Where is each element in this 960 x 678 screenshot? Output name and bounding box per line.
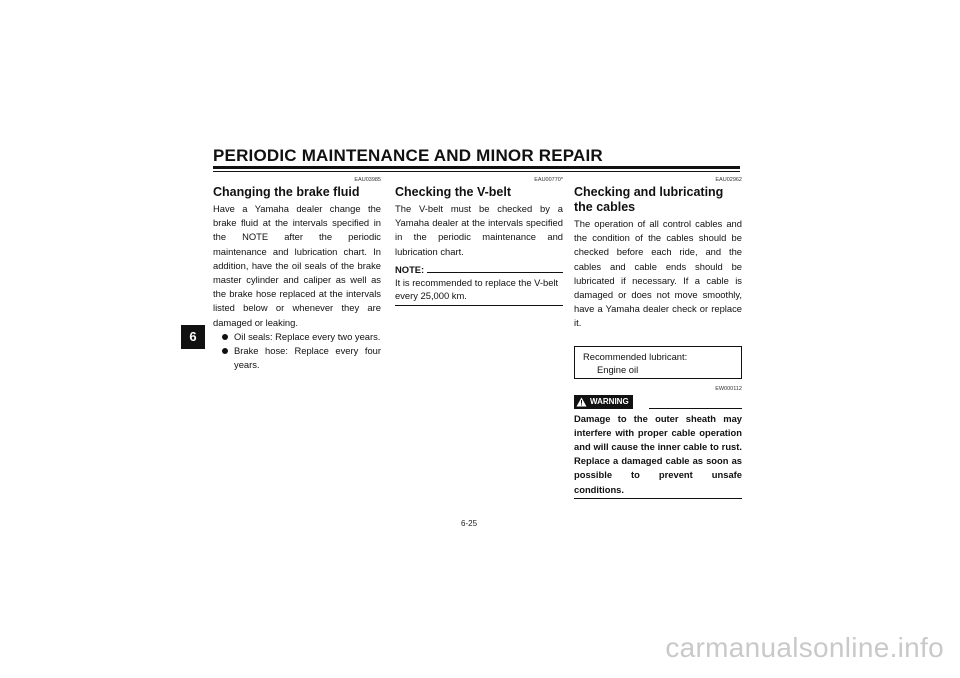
lubricant-box [574, 346, 742, 379]
bullet-dot-icon [222, 334, 228, 340]
note-end-rule [395, 305, 563, 306]
note-block [395, 264, 563, 306]
watermark: carmanualsonline.info [665, 632, 944, 663]
warning-text: Damage to the outer sheath may interfere with proper cable operation and will cause the inner cable to rust. Replace a damaged cable as soon as possible to prevent unsafe conditions. [574, 412, 742, 495]
note-rule [427, 272, 563, 273]
section-heading: Checking the V-belt [395, 185, 511, 199]
warning-badge [574, 395, 633, 409]
lubricant-label: Recommended lubricant: [583, 350, 688, 362]
warning-header [574, 395, 742, 409]
page-title: PERIODIC MAINTENANCE AND MINOR REPAIR [213, 146, 603, 165]
bullet-list [213, 330, 381, 373]
title-rule [213, 166, 740, 169]
section-code: EAU03985 [354, 177, 381, 183]
chapter-tab: 6 [181, 325, 205, 349]
warning-triangle-icon [576, 397, 587, 407]
warning-rule [649, 408, 742, 409]
section-body: Have a Yamaha dealer change the brake fluid at the intervals specified in the NOTE after the periodic maintenance and lubrication chart. In addition, have the oil seals of the brake master cylinder and caliper as well as the brake hose replaced at the intervals listed below or whenever they are damaged or leaking. [213, 203, 381, 328]
section-body: The V-belt must be checked by a Yamaha dealer at the intervals specified in the periodic maintenance and lubrication chart. [395, 203, 563, 257]
column-brake-fluid [213, 176, 381, 372]
page-number: 6-25 [461, 519, 478, 528]
warning-label: WARNING [590, 397, 629, 407]
bullet-dot-icon [222, 348, 228, 354]
column-cables [574, 176, 742, 499]
column-v-belt [395, 176, 563, 306]
warning-code: EW000112 [715, 385, 742, 392]
list-item: Oil seals: Replace every two years. [213, 330, 381, 344]
section-body: The operation of all control cables and the condition of the cables should be checked before each ride, and the cables and cable ends should be lubricated if necessary. If a cable is damaged or does not move smoothly, have a Yamaha dealer check or replace it. [574, 218, 742, 329]
list-item: Brake hose: Replace every four years. [213, 344, 381, 372]
warning-end-rule [574, 498, 742, 499]
note-text: It is recommended to replace the V-belt every 25,000 km. [395, 276, 559, 302]
note-label: NOTE: [395, 263, 425, 275]
title-rule-thin [213, 171, 740, 172]
lubricant-value: Engine oil [597, 363, 639, 375]
section-code: EAU00770* [534, 177, 563, 183]
section-code: EAU02962 [715, 177, 742, 183]
section-heading: Checking and lubricating the cables [574, 185, 724, 214]
section-heading: Changing the brake fluid [213, 185, 360, 199]
